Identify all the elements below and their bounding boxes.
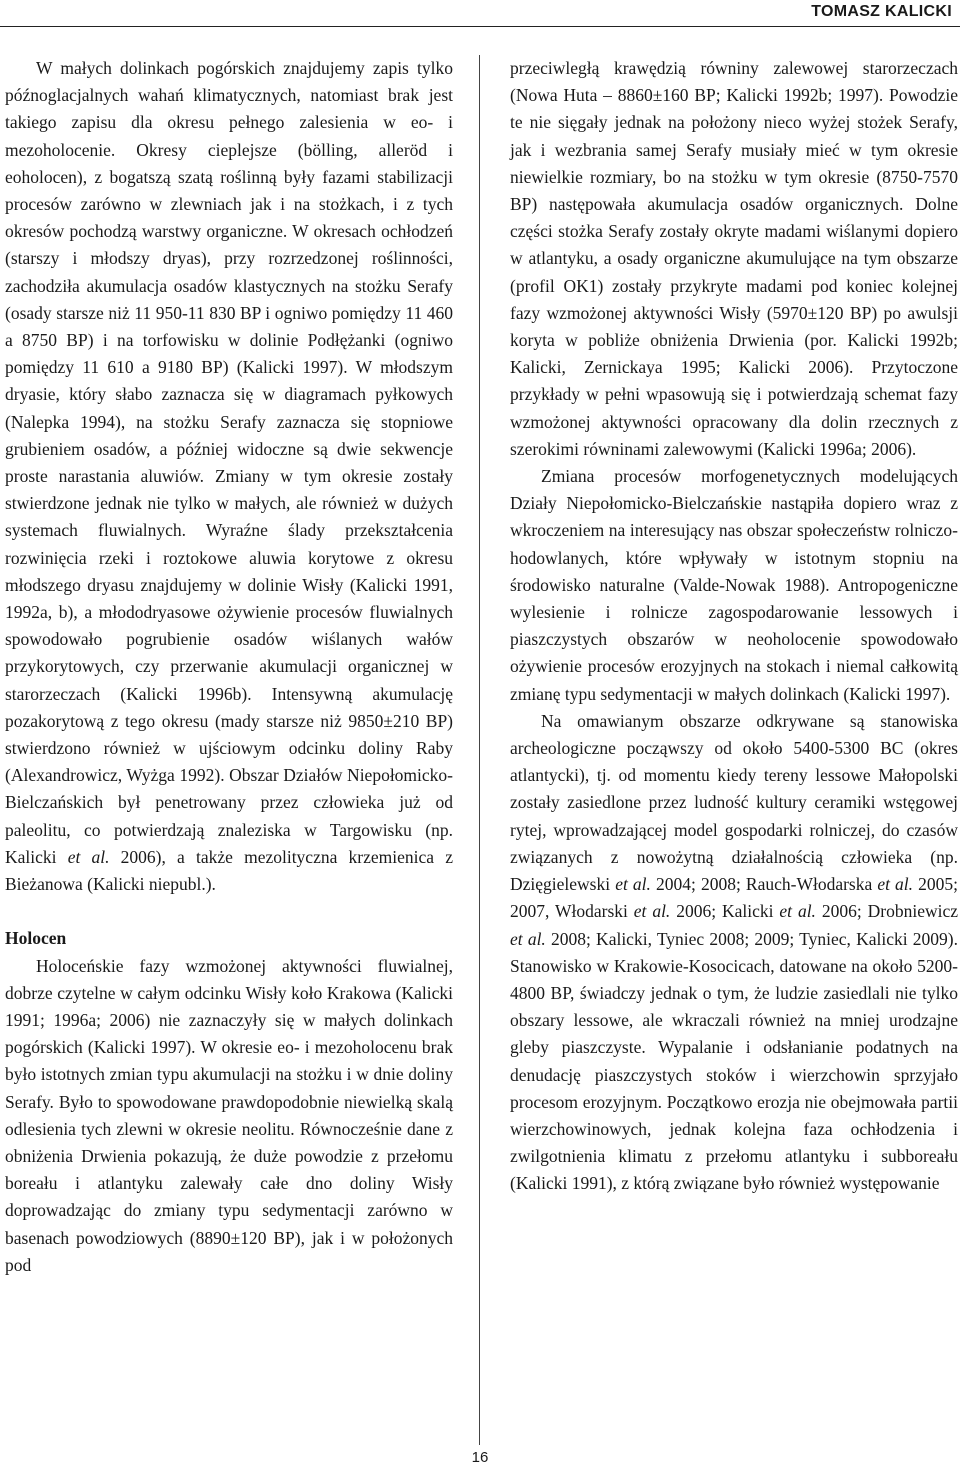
paragraph-holocene: Holoceńskie fazy wzmożonej aktywności fluwialnej, dobrze czytelne w całym odcinku Wisły koło Krakowa (Kalicki 1991; 1996a; 2006) nie zaznaczyły się w małych dolinkach pogórskich (Kalicki 1997). W okresie eo- i mezoholocenu brak było istotnych zmian typu akumulacji na stożku i w dnie doliny Serafy. Było to spowodowane prawdopodobnie niewielką skalą odlesienia tych zlewni w okresie neolitu. Równocześnie dane z obniżenia Drwienia pokazują, że duże powodzie z przełomu boreału i atlantyku zalewały całe dno doliny Wisły doprowadzając do zmiany typu sedymentacji zarówno w basenach powodziowych (8890±120 BP), jak i w położonych pod xyxy=(5,955,453,1275)
paragraph-lateglacial xyxy=(5,55,453,898)
header-author: TOMASZ KALICKI xyxy=(811,3,952,20)
et-al: et al. xyxy=(877,874,914,895)
et-al: et al. xyxy=(510,928,546,949)
paragraph-text: 2004; 2008; Rauch-Włodarska xyxy=(650,874,878,895)
paragraph-text: W małych dolinkach pogórskich znajdujemy zapis tylko późnoglacjalnych wahań klimatycznych, natomiast brak jest takiego zapisu dla okresu pełnego zalesienia w eo- i mezoholocenie. Okresy cieplejsze (bölling, alleröd i eoholocen), z bogatszą szatą roślinną były fazami stabilizacji procesów zarówno w zlewniach jak i na stożkach, i z tych okresów pochodzą warstwy organiczne. W okresach ochłodzeń (starszy i młodszy dryas), przy rozrzedzonej roślinności, zachodziła akumulacja osadów klastycznych na stożku Serafy (osady starsze niż 11 950-11 830 BP i ogniwo pomiędzy 11 460 a 8750 BP) i na torfowisku w dolinie Podłężanki (ogniwo pomiędzy 11 610 a 9180 BP) (Kalicki 1997). W młodszym dryasie, który słabo zaznacza się w diagramach pyłkowych (Nalepka 1994), na stożku Serafy zaznacza się stopniowe grubieniem osadów, a później widoczne są dwie sekwencje proste narastania aluwiów. Zmiany w tym okresie zostały stwierdzone jednak nie tylko w małych, ale również w dużych systemach fluwialnych. Wyraźne ślady przekształcenia rozwinięcia rzeki i roztokowe aluwia korytowe z okresu młodszego dryasu znajdujemy w dolinie Wisły (Kalicki 1991, 1992a, b), a młododryasowe ożywienie procesów fluwialnych spowodowało pogrubienie osadów wiślanych wałów przykorytowych, czy przerwanie akumulacji organicznej w starorzeczach (Kalicki 1996b). Intensywną akumulację pozakorytową z tego okresu (mady starsze niż 9850±210 BP) stwierdzono również w ujściowym odcinku doliny Raby (Alexandrowicz, Wyżga 1992). Obszar Działów Niepołomicko-Bielczańskich był penetrowany przez człowieka już od paleolitu, co potwierdzają znaleziska w Targowisku (np. Kalicki xyxy=(5,58,453,867)
right-column xyxy=(510,55,958,1198)
running-header xyxy=(0,0,960,27)
paragraph-text: 2006; Drobniewicz xyxy=(815,901,958,922)
left-column xyxy=(5,55,453,1279)
et-al: et al. xyxy=(633,901,671,922)
page-number: 16 xyxy=(471,1449,489,1466)
et-al: et al. xyxy=(67,846,110,867)
et-al: et al. xyxy=(779,901,816,922)
paragraph-morphogenesis: Zmiana procesów morfogenetycznych modelujących Działy Niepołomicko-Bielczańskie nastąpiła dopiero wraz z wkroczeniem na interesujący nas obszar społeczeństw rolniczo-hodowlanych, które wpływały w istotnym stopniu na środowisko naturalne (Valde-Nowak 1988). Antropogeniczne wylesienie i rolnicze zagospodarowanie lessowych i piaszczystych obszarów w neoholocenie spowodowało ożywienie procesów erozyjnych na stokach i niemal całkowitą zmianę typu sedymentacji w małych dolinkach (Kalicki 1997). xyxy=(510,466,958,704)
column-divider xyxy=(479,55,480,1445)
paragraph-text: 2005; 2007, Włodarski xyxy=(510,874,959,922)
paragraph-continuation: przeciwległą krawędzią równiny zalewowej starorzeczach (Nowa Huta – 8860±160 BP; Kalicki 1992b; 1997). Powodzie te nie sięgały jednak na położony nieco wyżej stożek Serafy, jak i wezbrania samej Serafy musiały mieć w tym okresie niewielkie rozmiary, bo na stożku w tym okresie (8750-7570 BP) następowała akumulacja osadów organicznych. Dolne części stożka Serafy zostały okryte madami wiślanymi dopiero w atlantyku, a osady organiczne akumulujące na tym obszarze (profil OK1) zostały przykryte madami pod koniec kolejnej fazy wzmożonej aktywności Wisły (5970±120 BP) po awulsji koryta w pobliże obniżenia Drwienia (por. Kalicki 1992b; Kalicki, Zernickaya 1995; Kalicki 2006). Przytoczone przykłady w pełni wpasowują się i potwierdzają schemat fazy wzmożonej aktywności opracowany dla dolin rzecznych z szerokimi równinami zalewowymi (Kalicki 1996a; 2006). xyxy=(510,58,958,459)
paragraph-text: 2008; Kalicki, Tyniec 2008; 2009; Tyniec, Kalicki 2009). Stanowisko w Krakowie-Kosocicach, datowane na około 5200-4800 BP, świadczy jednak o tym, że ludzie zasiedlali nie tylko obszary lessowe, ale wkraczali również na mniej urodzajne gleby piaszczyste. Wypalanie i odsłanianie podatnych na denudację piaszczystych stoków i wierzchowin sprzyjało procesom erozyjnym. Początkowo erozja nie obejmowała partii wierzchowinowych, jednak kolejna faza ochłodzenia i zwilgotnienia klimatu z przełomu atlantyku i subboreału (Kalicki 1991), z którą związane było również występowanie xyxy=(510,928,958,1194)
section-heading-holocen: Holocen xyxy=(5,928,67,949)
paragraph-archaeology xyxy=(510,708,958,1198)
paragraph-text: Na omawianym obszarze odkrywane są stanowiska archeologiczne począwszy od około 5400-5300 BC (okres atlantycki), tj. od momentu kiedy tereny lessowe Małopolski zostały zasiedlone przez ludność kultury ceramiki wstęgowej rytej, wprowadzającej model gospodarki rolniczej, do czasów związanych z nowożytną działalnością człowieka (np. Dzięgielewski xyxy=(510,710,958,895)
et-al: et al. xyxy=(615,874,651,895)
paragraph-text: 2006; Kalicki xyxy=(670,901,780,922)
paragraph-text: 2006), a także mezolityczna krzemienica z Bieżanowa (Kalicki niepubl.). xyxy=(5,846,453,895)
